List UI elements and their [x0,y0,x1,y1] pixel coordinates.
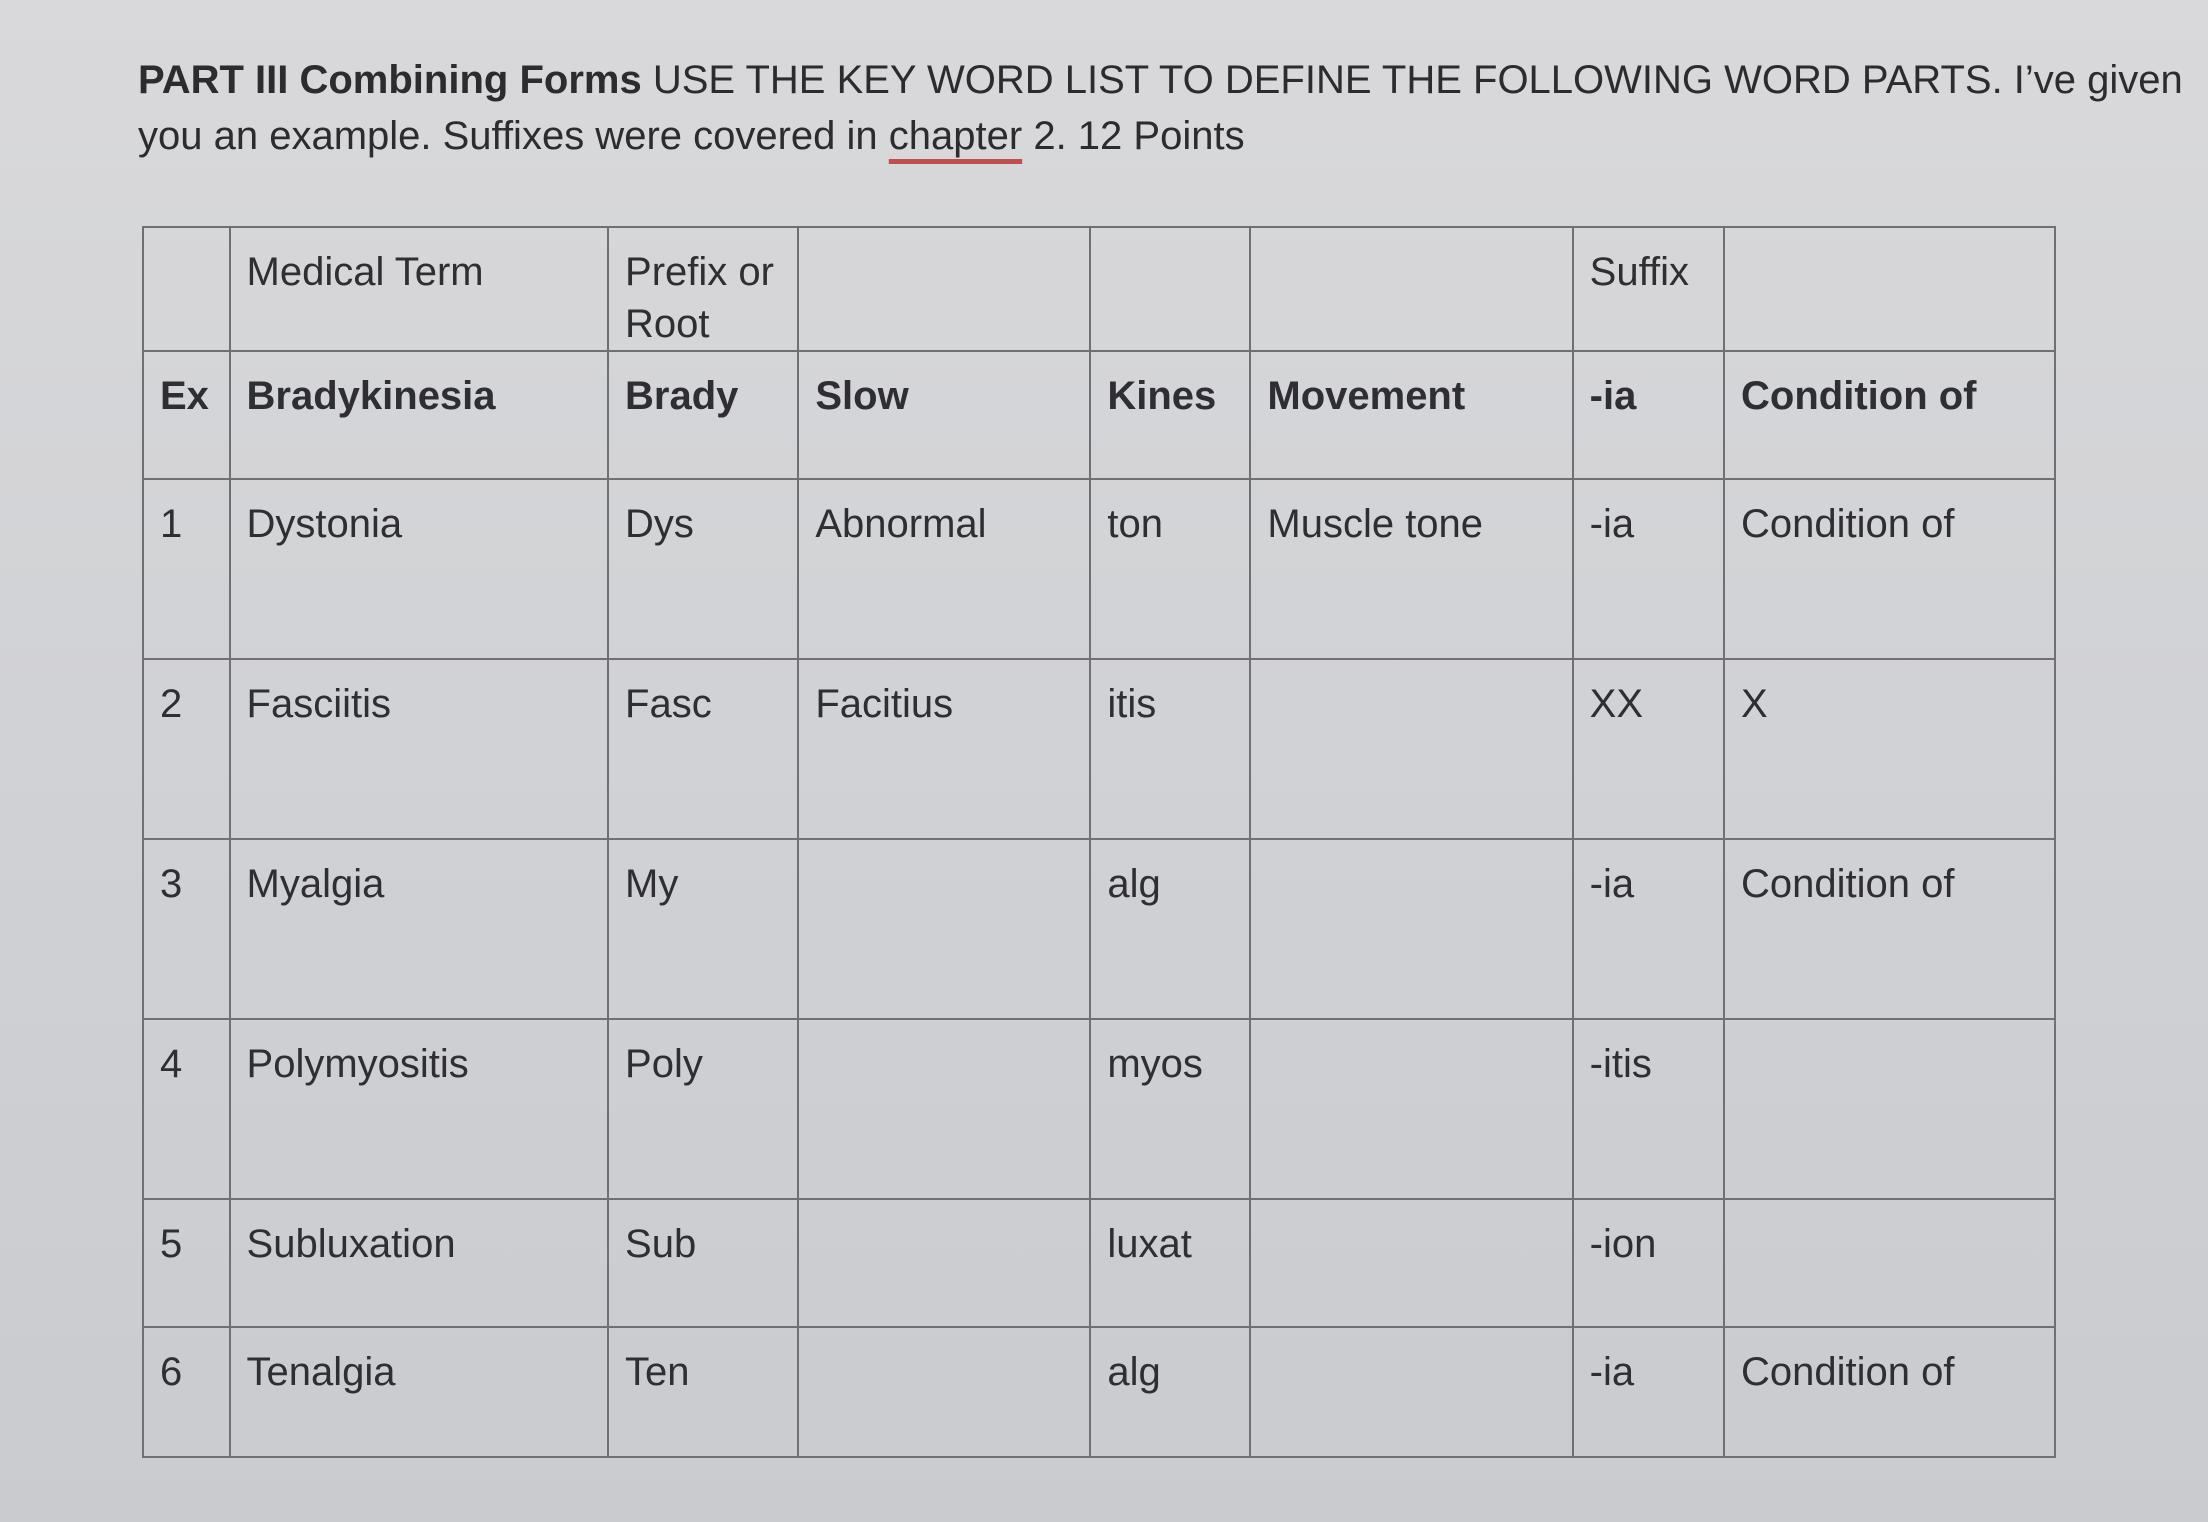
example-suffix-meaning: Condition of [1724,351,2055,479]
instructions-paragraph [138,52,2188,164]
row-prefix: Poly [608,1019,798,1199]
row-root-meaning [1250,659,1572,839]
header-num-cell [143,227,230,351]
example-prefix-meaning: Slow [798,351,1090,479]
row-num: 1 [143,479,230,659]
table-row [143,479,2055,659]
row-root: alg [1090,1327,1250,1457]
row-root: itis [1090,659,1250,839]
table-row [143,839,2055,1019]
part-label: PART III Combining Forms [138,58,642,102]
row-prefix-meaning [798,1199,1090,1327]
table-row [143,1199,2055,1327]
row-prefix-meaning: Facitius [798,659,1090,839]
row-prefix-meaning [798,1327,1090,1457]
spellcheck-underlined-word: chapter [888,114,1023,158]
row-prefix-meaning: Abnormal [798,479,1090,659]
row-root-meaning [1250,1199,1572,1327]
row-term: Tenalgia [230,1327,609,1457]
row-term: Fasciitis [230,659,609,839]
row-prefix: My [608,839,798,1019]
row-prefix: Fasc [608,659,798,839]
example-root-meaning: Movement [1250,351,1572,479]
row-suffix-meaning: Condition of [1724,1327,2055,1457]
row-root: ton [1090,479,1250,659]
row-prefix-meaning [798,839,1090,1019]
row-suffix: -ia [1573,1327,1724,1457]
row-prefix: Ten [608,1327,798,1457]
row-term: Subluxation [230,1199,609,1327]
row-root-meaning [1250,1019,1572,1199]
table-row [143,1019,2055,1199]
row-suffix-meaning [1724,1199,2055,1327]
row-prefix: Dys [608,479,798,659]
row-num: 4 [143,1019,230,1199]
header-suffix: Suffix [1573,227,1724,351]
row-term: Dystonia [230,479,609,659]
word-parts-table [142,226,2056,1458]
row-suffix: -itis [1573,1019,1724,1199]
row-root-meaning [1250,1327,1572,1457]
example-row [143,351,2055,479]
table-row [143,1327,2055,1457]
instructions-text: USE THE KEY WORD LIST TO DEFINE THE FOLLOWING WORD PARTS. I’ve given you an example. Suffixes were covered in [138,58,2183,158]
row-root-meaning: Muscle tone [1250,479,1572,659]
row-num: 6 [143,1327,230,1457]
header-root-meaning [1250,227,1572,351]
row-term: Polymyositis [230,1019,609,1199]
example-suffix: -ia [1573,351,1724,479]
table-header-row [143,227,2055,351]
row-num: 3 [143,839,230,1019]
example-prefix: Brady [608,351,798,479]
row-suffix-meaning: X [1724,659,2055,839]
row-suffix: -ia [1573,839,1724,1019]
row-prefix-meaning [798,1019,1090,1199]
row-root: luxat [1090,1199,1250,1327]
header-root [1090,227,1250,351]
example-term: Bradykinesia [230,351,609,479]
table-row [143,659,2055,839]
header-medical-term: Medical Term [230,227,609,351]
row-root-meaning [1250,839,1572,1019]
row-suffix: -ia [1573,479,1724,659]
row-suffix-meaning [1724,1019,2055,1199]
example-root: Kines [1090,351,1250,479]
row-num: 5 [143,1199,230,1327]
row-root: myos [1090,1019,1250,1199]
example-num: Ex [143,351,230,479]
instructions-text-end: 2. 12 Points [1022,114,1245,158]
row-suffix-meaning: Condition of [1724,479,2055,659]
row-term: Myalgia [230,839,609,1019]
row-suffix: -ion [1573,1199,1724,1327]
header-prefix-or-root: Prefix or Root [608,227,798,351]
row-prefix: Sub [608,1199,798,1327]
row-num: 2 [143,659,230,839]
row-suffix: XX [1573,659,1724,839]
row-root: alg [1090,839,1250,1019]
header-prefix-meaning [798,227,1090,351]
header-suffix-meaning [1724,227,2055,351]
row-suffix-meaning: Condition of [1724,839,2055,1019]
